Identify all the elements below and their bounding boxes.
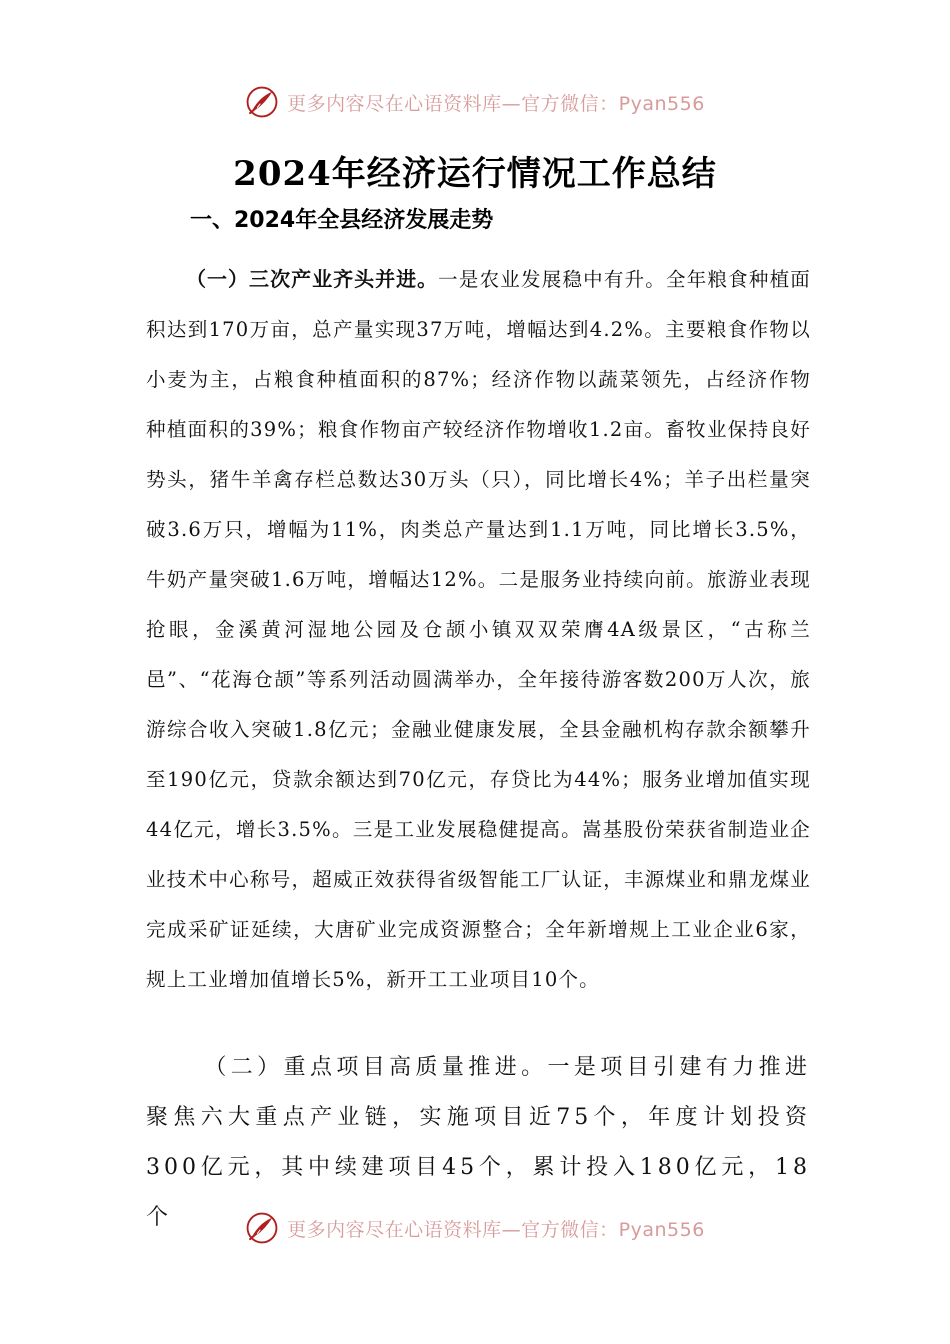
watermark-banner-top <box>0 80 950 124</box>
paragraph-body: 一是农业发展稳中有升。全年粮食种植面积达到170万亩，总产量实现37万吨，增幅达到4.2%。主要粮食作物以小麦为主，占粮食种植面积的87%；经济作物以蔬菜领先，占经济作物种植面积的39%；粮食作物亩产较经济作物增收1.2亩。畜牧业保持良好势头，猪牛羊禽存栏总数达30万头（只），同比增长4%；羊子出栏量突破3.6万只，增幅为11%，肉类总产量达到1.1万吨，同比增长3.5%，牛奶产量突破1.6万吨，增幅达12%。二是服务业持续向前。旅游业表现抢眼，金溪黄河湿地公园及仓颉小镇双双荣膺4A级景区，“古称兰邑”、“花海仓颉”等系列活动圆满举办，全年接待游客数200万人次，旅游综合收入突破1.8亿元；金融业健康发展，全县金融机构存款余额攀升至190亿元，贷款余额达到70亿元，存贷比为44%；服务业增加值实现44亿元，增长3.5%。三是工业发展稳健提高。嵩基股份荣获省制造业企业技术中心称号，超威正效获得省级智能工厂认证，丰源煤业和鼎龙煤业完成采矿证延续，大唐矿业完成资源整合；全年新增规上工业企业6家，规上工业增加值增长5%，新开工工业项目10个。 <box>146 268 811 991</box>
section-heading: 一、2024年全县经济发展走势 <box>190 208 494 233</box>
watermark-text: 更多内容尽在心语资料库—官方微信：Pyan556 <box>287 1218 705 1241</box>
quill-pen-logo-icon <box>245 85 279 119</box>
paragraph-industries <box>146 254 811 1005</box>
paragraph-body: （二）重点项目高质量推进。一是项目引建有力推进聚焦六大重点产业链，实施项目近75个，年度计划投资300亿元，其中续建项目45个，累计投入180亿元，18个 <box>146 1055 811 1230</box>
document-title: 2024年经济运行情况工作总结 <box>233 154 717 194</box>
quill-pen-logo-icon <box>245 1211 279 1245</box>
paragraph-lead: （一）三次产业齐头并进。 <box>186 267 439 291</box>
watermark-text: 更多内容尽在心语资料库—官方微信：Pyan556 <box>287 92 705 115</box>
watermark-banner-bottom <box>0 1206 950 1250</box>
